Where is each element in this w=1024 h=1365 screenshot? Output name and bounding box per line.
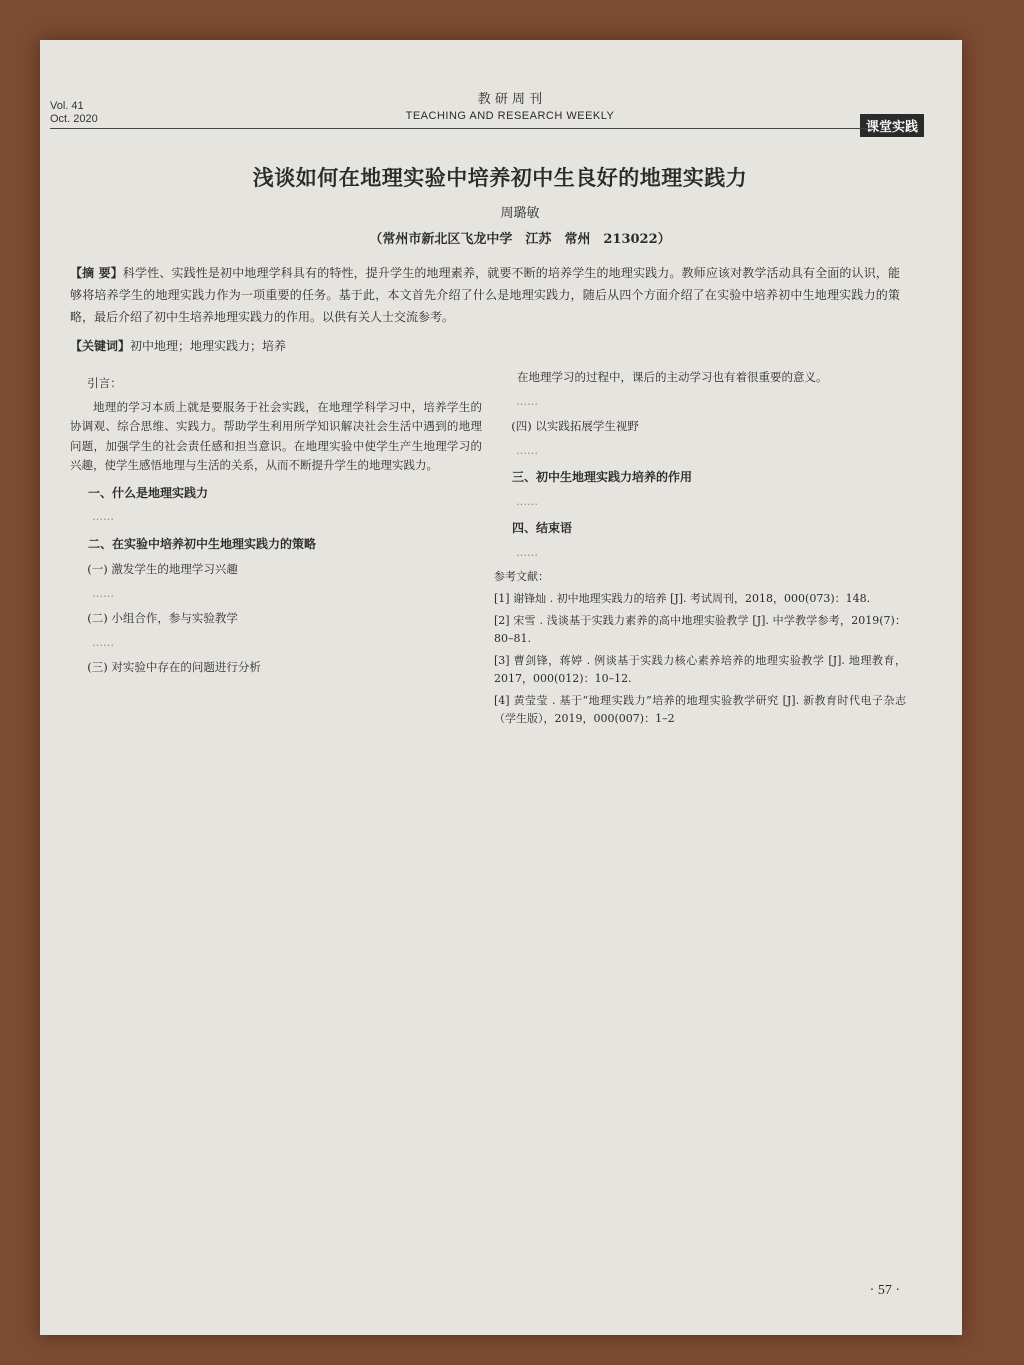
intro-paragraph: 地理的学习本质上就是要服务于社会实践，在地理学科学习中，培养学生的协调观、综合思维、实践力。帮助学生利用所学知识解决社会生活中遇到的地理问题，加强学生的社会责任感和担当意识。在地理实验中使学生产生地理学习的兴趣，使学生感悟地理与生活的关系，从而不断提升学生的地理实践力。 [70,399,482,472]
keywords-label: 【关键词】 [70,339,131,353]
omitted-text: …… [92,510,114,523]
omitted-text: …… [516,394,538,408]
left-column [70,368,482,682]
article-title: 浅谈如何在地理实验中培养初中生良好的地理实践力 [252,165,748,190]
omitted-text: …… [516,443,538,457]
journal-name-cn: 教 研 周 刊 [477,92,543,107]
right-column [494,368,906,732]
right-first-paragraph: 在地理学习的过程中，课后的主动学习也有着很重要的意义。 [517,370,828,384]
abstract-label: 【摘 要】 [70,266,123,280]
keywords-text: 初中地理；地理实践力；培养 [130,339,287,353]
section-heading-4: 四、结束语 [512,521,573,535]
reference-item: [3] 曹剑锋，蒋婷 . 例谈基于实践力核心素养培养的地理实验教学 [J]. 地理教育，2017，000(012)：10–12. [494,654,906,685]
abstract [70,262,900,328]
section-heading-2: 二、在实验中培养初中生地理实践力的策略 [88,536,317,551]
section-tag: 课堂实践 [860,114,924,137]
references-heading: 参考文献： [494,570,549,583]
journal-page [40,40,962,1335]
references [494,568,906,728]
omitted-text: …… [516,494,538,508]
keywords [70,336,490,356]
abstract-text: 科学性、实践性是初中地理学科具有的特性，提升学生的地理素养，就要不断的培养学生的地理实践力。教师应该对教学活动具有全面的认识，能够将培养学生的地理实践力作为一项重要的任务。基于此，本文首先介绍了什么是地理实践力，随后从四个方面介绍了在实验中培养初中生地理实践力的策略，最后介绍了初中生培养地理实践力的作用。以供有关人士交流参考。 [70,266,900,324]
issue-date: Oct. 2020 [50,113,98,125]
section-heading-3: 三、初中生地理实践力培养的作用 [512,470,693,484]
omitted-text: …… [516,545,538,559]
volume: Vol. 41 [50,100,84,112]
subsection-heading-1: (一) 激发学生的地理学习兴趣 [87,562,238,576]
affiliation: （常州市新北区飞龙中学 江苏 常州 213022） [369,232,671,247]
subsection-heading-2: (二) 小组合作，参与实验教学 [87,611,238,625]
reference-item: [1] 谢锋灿 . 初中地理实践力的培养 [J]. 考试周刊，2018，000(073)：148. [494,592,871,605]
journal-name-en: TEACHING AND RESEARCH WEEKLY [405,110,615,122]
header-rule [50,128,874,129]
reference-item: [2] 宋雪 . 浅谈基于实践力素养的高中地理实验教学 [J]. 中学教学参考，2019(7)：80–81. [494,614,906,645]
subsection-heading-4: (四) 以实践拓展学生视野 [511,419,639,433]
author: 周璐敏 [500,206,540,221]
omitted-text: …… [92,586,114,600]
journal-header [310,92,710,124]
omitted-text: …… [92,635,114,649]
page-number: · 57 · [869,1283,900,1298]
reference-item: [4] 黄莹莹 . 基于“地理实践力”培养的地理实验教学研究 [J]. 新教育时代电子杂志（学生版），2019，000(007)：1–2 [494,694,906,725]
section-heading-1: 一、什么是地理实践力 [88,485,209,500]
intro-heading: 引言： [87,376,122,390]
subsection-heading-3: (三) 对实验中存在的问题进行分析 [87,660,261,674]
volume-info [50,100,98,126]
